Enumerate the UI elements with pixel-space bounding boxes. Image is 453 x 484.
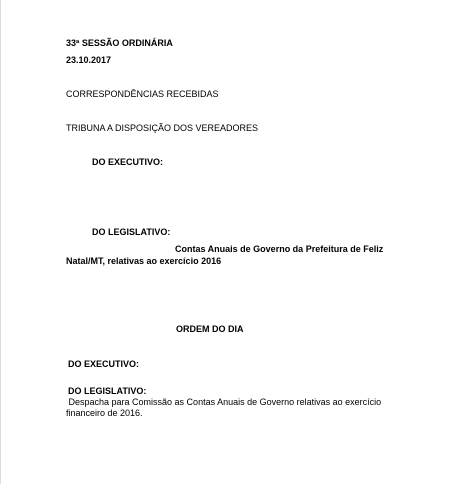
order-executive-label: DO EXECUTIVO: [68,359,140,369]
session-title: 33ª SESSÃO ORDINÁRIA [66,38,173,48]
order-heading: ORDEM DO DIA [176,324,244,334]
tribune-legislative-text-line2: Natal/MT, relativas ao exercício 2016 [66,256,222,266]
order-legislative-label: DO LEGISLATIVO: [68,386,147,396]
order-legislative-text-line1: Despacha para Comissão as Contas Anuais de Governo relativas ao exercício [66,397,382,407]
tribune-legislative-label: DO LEGISLATIVO: [92,227,171,237]
tribune-executive-label: DO EXECUTIVO: [92,157,164,167]
page-left-edge [0,0,1,484]
correspondence-heading: CORRESPONDÊNCIAS RECEBIDAS [66,89,219,99]
session-date: 23.10.2017 [66,55,112,65]
order-legislative-text-line2: financeiro de 2016. [66,408,143,418]
tribune-heading: TRIBUNA A DISPOSIÇÃO DOS VEREADORES [66,123,259,133]
tribune-legislative-text-line1: Contas Anuais de Governo da Prefeitura de Feliz [175,244,384,254]
